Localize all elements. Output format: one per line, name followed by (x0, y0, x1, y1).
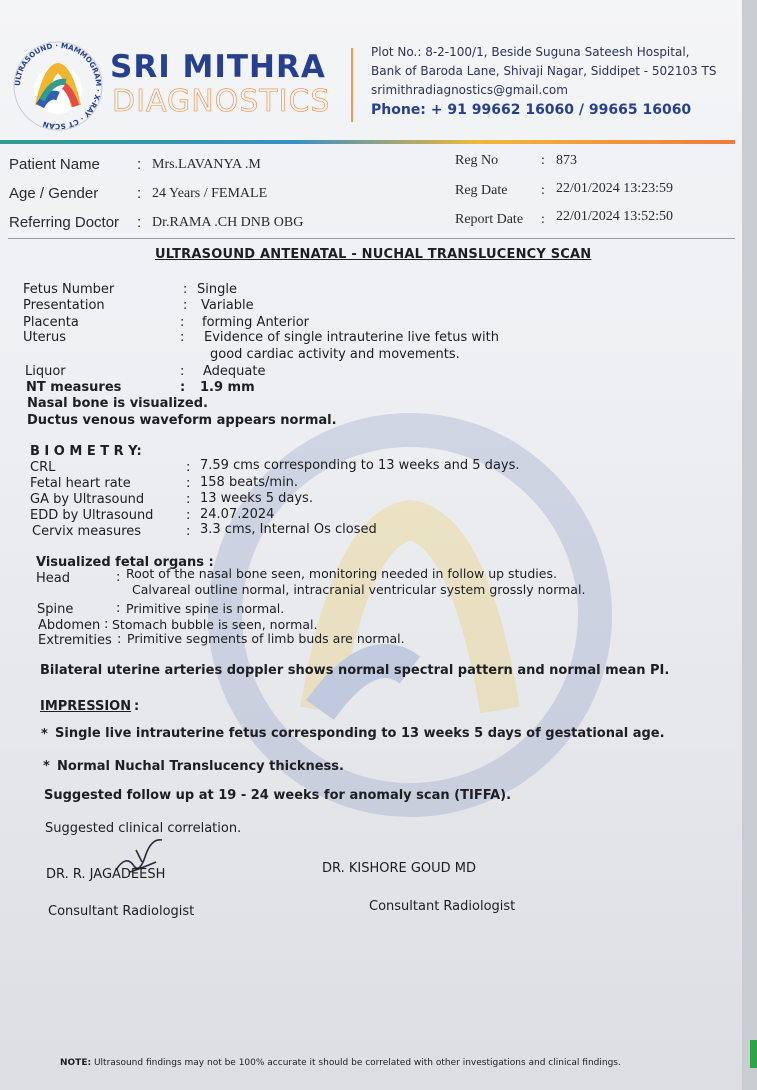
report-date-label: Report Date (455, 212, 524, 227)
finding-colon: : (180, 330, 185, 345)
doctor-1-name: DR. R. JAGADEESH (46, 867, 166, 882)
reg-no-colon: : (541, 153, 545, 168)
impression-bullet: * (41, 727, 48, 742)
footer-note (60, 1058, 621, 1068)
nt-value: 1.9 mm (200, 380, 255, 395)
finding-colon: : (180, 364, 185, 379)
biometry-colon: : (186, 492, 191, 507)
biometry-value: 158 beats/min. (200, 475, 299, 490)
age-gender-label: Age / Gender (9, 185, 99, 202)
organ-head-label: Head (36, 571, 70, 586)
reg-no-label: Reg No (455, 153, 499, 168)
finding-label: Fetus Number (23, 282, 115, 297)
doctor-2-name: DR. KISHORE GOUD MD (322, 861, 477, 876)
organ-abdomen-value: Stomach bubble is seen, normal. (112, 617, 318, 632)
reg-date-colon: : (541, 183, 545, 198)
report-title: ULTRASOUND ANTENATAL - NUCHAL TRANSLUCENCY SCAN (155, 247, 592, 262)
reg-date-value: 22/01/2024 13:23:59 (556, 181, 674, 196)
report-date-colon: : (541, 212, 545, 227)
biometry-value: 3.3 cms, Internal Os closed (200, 522, 377, 537)
brand-name: SRI MITHRA (110, 49, 326, 85)
reg-date-label: Reg Date (455, 183, 508, 198)
biometry-value: 24.07.2024 (200, 507, 275, 522)
biometry-label: CRL (30, 460, 56, 475)
finding-label: Uterus (23, 330, 66, 345)
logo-ring-text: ULTRASOUND · MAMMOGRAM · X-RAY · CT SCAN (12, 40, 104, 132)
organ-spine-value: Primitive spine is normal. (126, 601, 285, 616)
biometry-label: GA by Ultrasound (30, 492, 145, 507)
header-band (0, 140, 735, 144)
organ-extremities-value: Primitive segments of limb buds are normal. (127, 631, 405, 646)
impression-heading: IMPRESSION (40, 699, 132, 714)
organs-heading: Visualized fetal organs : (36, 555, 214, 570)
biometry-label: Fetal heart rate (30, 476, 131, 491)
doppler-note: Bilateral uterine arteries doppler shows normal spectral pattern and normal mean PI. (40, 663, 670, 678)
finding-value-continued: good cardiac activity and movements. (210, 347, 460, 362)
biometry-label: EDD by Ultrasound (30, 508, 154, 523)
organ-head-value: Root of the nasal bone seen, monitoring needed in follow up studies. (126, 566, 557, 581)
info-divider (8, 238, 735, 239)
followup-note: Suggested follow up at 19 - 24 weeks for anomaly scan (TIFFA). (44, 788, 512, 803)
finding-value: Variable (201, 298, 254, 313)
impression-item-2: Normal Nuchal Translucency thickness. (57, 759, 344, 774)
organ-head-value-continued: Calvareal outline normal, intracranial ventricular system grossly normal. (132, 582, 586, 597)
footer-note-text: Ultrasound findings may not be 100% accurate it should be correlated with other investigations and clinical findings. (93, 1058, 621, 1068)
biometry-colon: : (186, 508, 191, 523)
patient-name-colon: : (137, 156, 142, 173)
address-line-2: Bank of Baroda Lane, Shivaji Nagar, Siddipet - 502103 TS (371, 64, 717, 78)
organ-abdomen-label: Abdomen (38, 618, 101, 633)
doctor-1-title: Consultant Radiologist (48, 904, 195, 919)
background-marker (750, 1040, 757, 1068)
nt-label: NT measures (26, 380, 122, 395)
finding-colon: : (183, 282, 188, 297)
organ-abdomen-colon: : (104, 617, 109, 632)
doctor-2-title: Consultant Radiologist (369, 899, 516, 914)
impression-bullet: * (43, 759, 50, 774)
biometry-colon: : (186, 476, 191, 491)
finding-label: Presentation (23, 298, 105, 313)
finding-value: Adequate (203, 364, 266, 379)
finding-label: Placenta (23, 315, 79, 330)
referring-doctor-colon: : (137, 214, 142, 231)
report-date-value: 22/01/2024 13:52:50 (556, 209, 674, 224)
nt-colon: : (180, 380, 186, 395)
age-gender-value: 24 Years / FEMALE (152, 186, 268, 201)
phone: Phone: + 91 99662 16060 / 99665 16060 (371, 102, 692, 118)
referring-doctor-label: Referring Doctor (9, 214, 120, 231)
biometry-value: 13 weeks 5 days. (200, 491, 313, 506)
header-divider (351, 48, 353, 122)
organ-head-colon: : (116, 570, 121, 585)
clinical-correlation: Suggested clinical correlation. (45, 821, 242, 836)
patient-name-label: Patient Name (9, 156, 100, 173)
organ-spine-label: Spine (37, 602, 74, 617)
finding-colon: : (180, 315, 185, 330)
referring-doctor-value: Dr.RAMA .CH DNB OBG (152, 215, 304, 230)
biometry-heading: B I O M E T R Y: (30, 444, 142, 459)
finding-label: Liquor (25, 364, 66, 379)
finding-colon: : (183, 298, 188, 313)
age-gender-colon: : (137, 185, 142, 202)
reg-no-value: 873 (556, 153, 577, 168)
finding-value: Evidence of single intrauterine live fetus with (204, 330, 499, 345)
footer-note-label: NOTE: (60, 1058, 92, 1068)
biometry-colon: : (186, 460, 191, 475)
organ-extremities-label: Extremities (38, 633, 112, 648)
finding-value: forming Anterior (202, 315, 310, 330)
patient-name-value: Mrs.LAVANYA .M (152, 157, 261, 172)
nasal-bone-note: Nasal bone is visualized. (27, 396, 208, 411)
organ-extremities-colon: : (117, 632, 122, 647)
impression-item-1: Single live intrauterine fetus corresponding to 13 weeks 5 days of gestational age. (55, 726, 665, 741)
brand-subtitle: DIAGNOSTICS (112, 84, 331, 119)
address-line-1: Plot No.: 8-2-100/1, Beside Suguna Sateesh Hospital, (371, 45, 690, 59)
impression-heading-colon: : (134, 699, 140, 714)
email: srimithradiagnostics@gmail.com (371, 83, 568, 97)
biometry-value: 7.59 cms corresponding to 13 weeks and 5 days. (200, 458, 520, 473)
brand-logo-icon (12, 40, 104, 132)
finding-value: Single (197, 282, 237, 297)
biometry-colon: : (186, 524, 191, 539)
ductus-note: Ductus venous waveform appears normal. (27, 413, 337, 428)
biometry-label: Cervix measures (32, 524, 142, 539)
organ-spine-colon: : (116, 601, 121, 616)
page-edge (742, 0, 757, 1090)
